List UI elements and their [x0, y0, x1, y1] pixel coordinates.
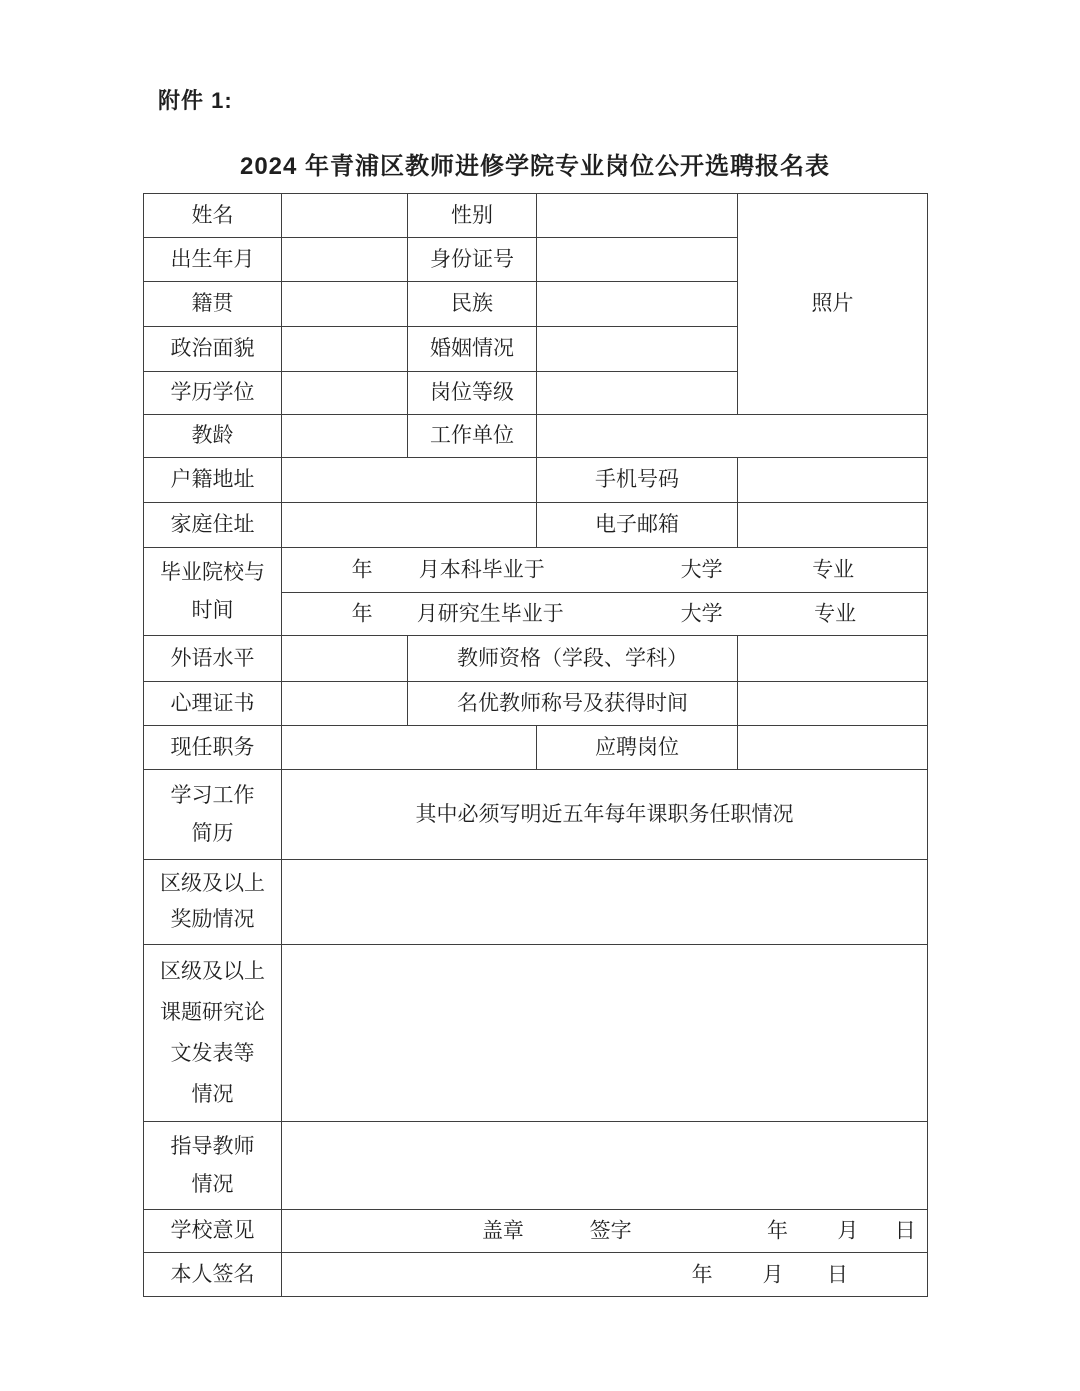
cell-name-value: [282, 194, 408, 238]
day-label: 日: [827, 1262, 849, 1286]
label-line: 毕业院校与: [160, 561, 265, 585]
cell-home-address-value: [282, 503, 537, 548]
cell-ethnicity-label: 民族: [408, 282, 537, 327]
cell-political-status-value: [282, 327, 408, 372]
cell-mentor-value: [282, 1122, 928, 1210]
cell-ethnicity-value: [537, 282, 738, 327]
cell-current-position-label: 现任职务: [144, 726, 282, 770]
cell-teaching-years-label: 教龄: [144, 415, 282, 458]
cell-honor-title-label: 名优教师称号及获得时间: [408, 682, 738, 726]
cell-work-unit-value: [537, 415, 928, 458]
cell-graduation-label: [144, 548, 282, 636]
cell-position-level-label: 岗位等级: [408, 372, 537, 415]
label-line: 指导教师: [170, 1135, 255, 1159]
cell-personal-signature-content: [282, 1253, 928, 1297]
label-line: 文发表等: [170, 1041, 255, 1065]
year-label: 年: [691, 1262, 713, 1286]
cell-psychology-certificate-value: [282, 682, 408, 726]
cell-political-status-label: 政治面貌: [144, 327, 282, 372]
cell-marital-status-label: 婚姻情况: [408, 327, 537, 372]
master-university-label: 大学: [680, 602, 723, 626]
label-line: 区级及以上: [160, 872, 265, 896]
cell-education-degree-value: [282, 372, 408, 415]
cell-idnumber-value: [537, 238, 738, 282]
cell-mobile-value: [738, 458, 928, 503]
cell-research-label: [144, 945, 282, 1122]
cell-applied-position-label: 应聘岗位: [537, 726, 738, 770]
bachelor-year-label: 年: [351, 558, 373, 582]
cell-gender-value: [537, 194, 738, 238]
cell-email-value: [738, 503, 928, 548]
cell-resume-label: [144, 770, 282, 860]
cell-master-graduation: [282, 593, 928, 636]
cell-teaching-years-value: [282, 415, 408, 458]
cell-psychology-certificate-label: 心理证书: [144, 682, 282, 726]
cell-research-value: [282, 945, 928, 1122]
cell-foreign-language-value: [282, 636, 408, 682]
master-major-label: 专业: [814, 602, 857, 626]
application-form-table: [143, 193, 928, 1297]
cell-home-address-label: 家庭住址: [144, 503, 282, 548]
cell-personal-signature-label: 本人签名: [144, 1253, 282, 1297]
cell-residence-address-value: [282, 458, 537, 503]
cell-foreign-language-label: 外语水平: [144, 636, 282, 682]
cell-birthdate-label: 出生年月: [144, 238, 282, 282]
cell-marital-status-value: [537, 327, 738, 372]
cell-school-opinion-content: [282, 1210, 928, 1253]
bachelor-university-label: 大学: [680, 558, 723, 582]
cell-education-degree-label: 学历学位: [144, 372, 282, 415]
cell-teacher-certificate-value: [738, 636, 928, 682]
label-line: 学习工作: [170, 783, 255, 807]
bachelor-major-label: 专业: [812, 558, 855, 582]
label-line: 奖励情况: [170, 908, 255, 932]
cell-bachelor-graduation: [282, 548, 928, 593]
signature-label: 签字: [589, 1219, 632, 1243]
cell-teacher-certificate-label: 教师资格（学段、学科）: [408, 636, 738, 682]
label-line: 情况: [191, 1082, 234, 1106]
month-label: 月: [762, 1262, 784, 1286]
cell-applied-position-value: [738, 726, 928, 770]
cell-work-unit-label: 工作单位: [408, 415, 537, 458]
attachment-label: 附件 1:: [158, 88, 233, 113]
cell-name-label: 姓名: [144, 194, 282, 238]
cell-honor-title-value: [738, 682, 928, 726]
cell-residence-address-label: 户籍地址: [144, 458, 282, 503]
label-line: 简历: [191, 822, 234, 846]
cell-mobile-label: 手机号码: [537, 458, 738, 503]
bachelor-graduated-label: 月本科毕业于: [418, 558, 545, 582]
month-label: 月: [837, 1219, 859, 1243]
cell-email-label: 电子邮箱: [537, 503, 738, 548]
year-label: 年: [767, 1219, 789, 1243]
cell-gender-label: 性别: [408, 194, 537, 238]
label-line: 情况: [191, 1172, 234, 1196]
cell-mentor-label: [144, 1122, 282, 1210]
cell-resume-note: 其中必须写明近五年每年课职务任职情况: [282, 770, 928, 860]
label-line: 时间: [191, 598, 234, 622]
cell-idnumber-label: 身份证号: [408, 238, 537, 282]
cell-photo-placeholder: 照片: [738, 194, 928, 415]
cell-nativeplace-value: [282, 282, 408, 327]
form-title: 2024 年青浦区教师进修学院专业岗位公开选聘报名表: [239, 153, 831, 180]
master-graduated-label: 月研究生毕业于: [416, 602, 564, 626]
cell-position-level-value: [537, 372, 738, 415]
cell-awards-value: [282, 860, 928, 945]
cell-school-opinion-label: 学校意见: [144, 1210, 282, 1253]
cell-birthdate-value: [282, 238, 408, 282]
cell-nativeplace-label: 籍贯: [144, 282, 282, 327]
day-label: 日: [894, 1219, 916, 1243]
master-year-label: 年: [351, 602, 373, 626]
seal-label: 盖章: [481, 1219, 524, 1243]
cell-current-position-value: [282, 726, 537, 770]
label-line: 课题研究论: [160, 1000, 265, 1024]
cell-awards-label: [144, 860, 282, 945]
label-line: 区级及以上: [160, 959, 265, 983]
